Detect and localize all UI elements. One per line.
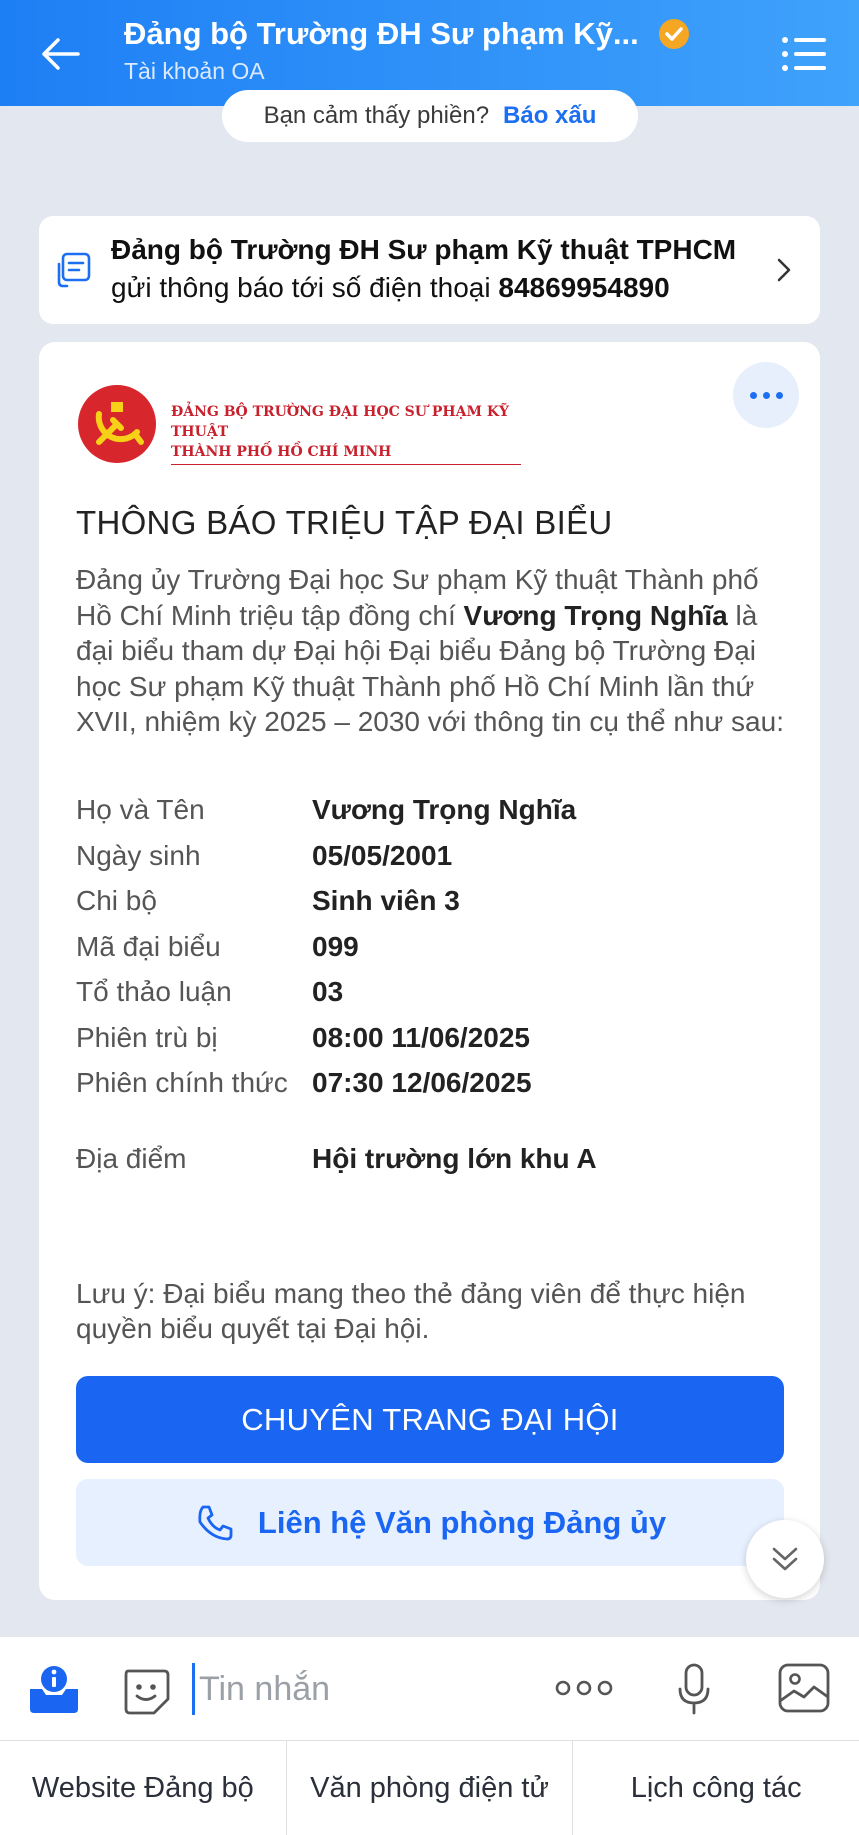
info-label: Phiên chính thức — [76, 1067, 288, 1098]
report-banner — [222, 90, 638, 142]
notice-description: gửi thông báo tới số điện thoại — [111, 272, 491, 303]
message-input-bar — [0, 1636, 859, 1740]
tab-e-office[interactable]: Văn phòng điện tử — [286, 1741, 573, 1835]
info-row — [76, 929, 796, 974]
info-row — [76, 792, 796, 838]
emoji-sticker-icon[interactable] — [120, 1665, 172, 1717]
notice-sender: Đảng bộ Trường ĐH Sư phạm Kỹ thuật TPHCM — [111, 234, 737, 265]
info-label: Phiên trù bị — [76, 1022, 218, 1053]
info-label: Chi bộ — [76, 885, 157, 916]
dot — [763, 392, 770, 399]
chevron-right-icon — [772, 254, 796, 286]
arrow-left-icon — [40, 37, 80, 71]
back-button[interactable] — [36, 30, 84, 78]
message-body — [76, 562, 796, 740]
double-chevron-down-icon — [768, 1542, 802, 1576]
notice-phone: 84869954890 — [498, 272, 670, 303]
tab-work-schedule[interactable]: Lịch công tác — [572, 1741, 859, 1835]
info-value: 07:30 12/06/2025 — [312, 1067, 532, 1098]
note-text: Lưu ý: Đại biểu mang theo thẻ đảng viên để thực hiện quyền biểu quyết tại Đại hội. — [76, 1278, 746, 1344]
logo-text — [171, 402, 521, 465]
sender-notice-card[interactable] — [39, 216, 820, 324]
body-delegate-name: Vương Trọng Nghĩa — [463, 599, 728, 631]
more-options-button[interactable] — [733, 362, 799, 428]
info-value: Vương Trọng Nghĩa — [312, 794, 577, 825]
body-text-2: là đại biểu tham dự Đại hội Đại biểu Đảng bộ Trường Đại học Sư phạm Kỹ thuật Thành phố Hồ Chí Minh lần thứ XVII, nhiệm kỳ 2025 – 2030 với thông tin cụ thể như sau: — [76, 599, 784, 737]
oa-title: Đảng bộ Trường ĐH Sư phạm Kỹ... — [124, 16, 639, 51]
header-title-block[interactable] — [124, 16, 704, 85]
oa-menu-tabs — [0, 1740, 859, 1835]
menu-button[interactable] — [780, 32, 830, 76]
info-row — [76, 883, 796, 929]
message-note-icon — [55, 250, 95, 290]
info-value: 03 — [312, 976, 344, 1007]
image-gallery-icon[interactable] — [776, 1661, 832, 1715]
info-row — [76, 1141, 796, 1186]
scroll-to-bottom-button[interactable] — [746, 1520, 824, 1598]
info-label: Ngày sinh — [76, 840, 201, 871]
list-menu-icon — [780, 32, 830, 76]
info-value: Hội trường lớn khu A — [312, 1143, 597, 1174]
info-label: Mã đại biểu — [76, 931, 221, 962]
contact-office-button[interactable] — [76, 1479, 784, 1566]
info-label: Tổ thảo luận — [76, 976, 232, 1007]
info-value: 08:00 11/06/2025 — [312, 1022, 530, 1053]
info-value: 099 — [312, 931, 359, 962]
info-value: Sinh viên 3 — [312, 885, 460, 916]
message-heading: THÔNG BÁO TRIỆU TẬP ĐẠI BIỂU — [76, 504, 613, 541]
dot — [776, 392, 783, 399]
congress-page-button[interactable]: CHUYÊN TRANG ĐẠI HỘI — [76, 1376, 784, 1463]
body-text-1: Đảng ủy Trường Đại học Sư phạm Kỹ thuật Thành phố Hồ Chí Minh triệu tập đồng chí — [76, 564, 759, 631]
oa-subtitle: Tài khoản OA — [124, 58, 265, 84]
message-input[interactable] — [192, 1663, 532, 1715]
info-value: 05/05/2001 — [312, 840, 453, 871]
message-card — [39, 342, 820, 1600]
delegate-info-table — [76, 792, 796, 1186]
logo-line-1: ĐẢNG BỘ TRƯỜNG ĐẠI HỌC SƯ PHẠM KỸ THUẬT — [171, 404, 510, 440]
info-label: Họ và Tên — [76, 794, 205, 825]
info-row — [76, 1065, 796, 1141]
info-row — [76, 1020, 796, 1065]
more-dots-icon[interactable] — [554, 1677, 614, 1699]
oa-info-icon[interactable] — [26, 1663, 82, 1715]
report-question: Bạn cảm thấy phiền? — [263, 102, 490, 129]
info-row — [76, 838, 796, 883]
dot — [750, 392, 757, 399]
phone-icon — [194, 1502, 236, 1544]
info-row — [76, 974, 796, 1020]
party-emblem-logo — [77, 384, 157, 464]
verified-badge-icon — [657, 17, 691, 51]
contact-office-label: Liên hệ Văn phòng Đảng ủy — [257, 1504, 667, 1540]
tab-website[interactable]: Website Đảng bộ — [31, 1771, 254, 1804]
report-link[interactable]: Báo xấu — [503, 102, 597, 129]
info-label: Địa điểm — [76, 1143, 187, 1174]
logo-line-2: THÀNH PHỐ HỒ CHÍ MINH — [171, 444, 392, 460]
microphone-icon[interactable] — [676, 1661, 712, 1717]
notice-text — [111, 272, 670, 304]
